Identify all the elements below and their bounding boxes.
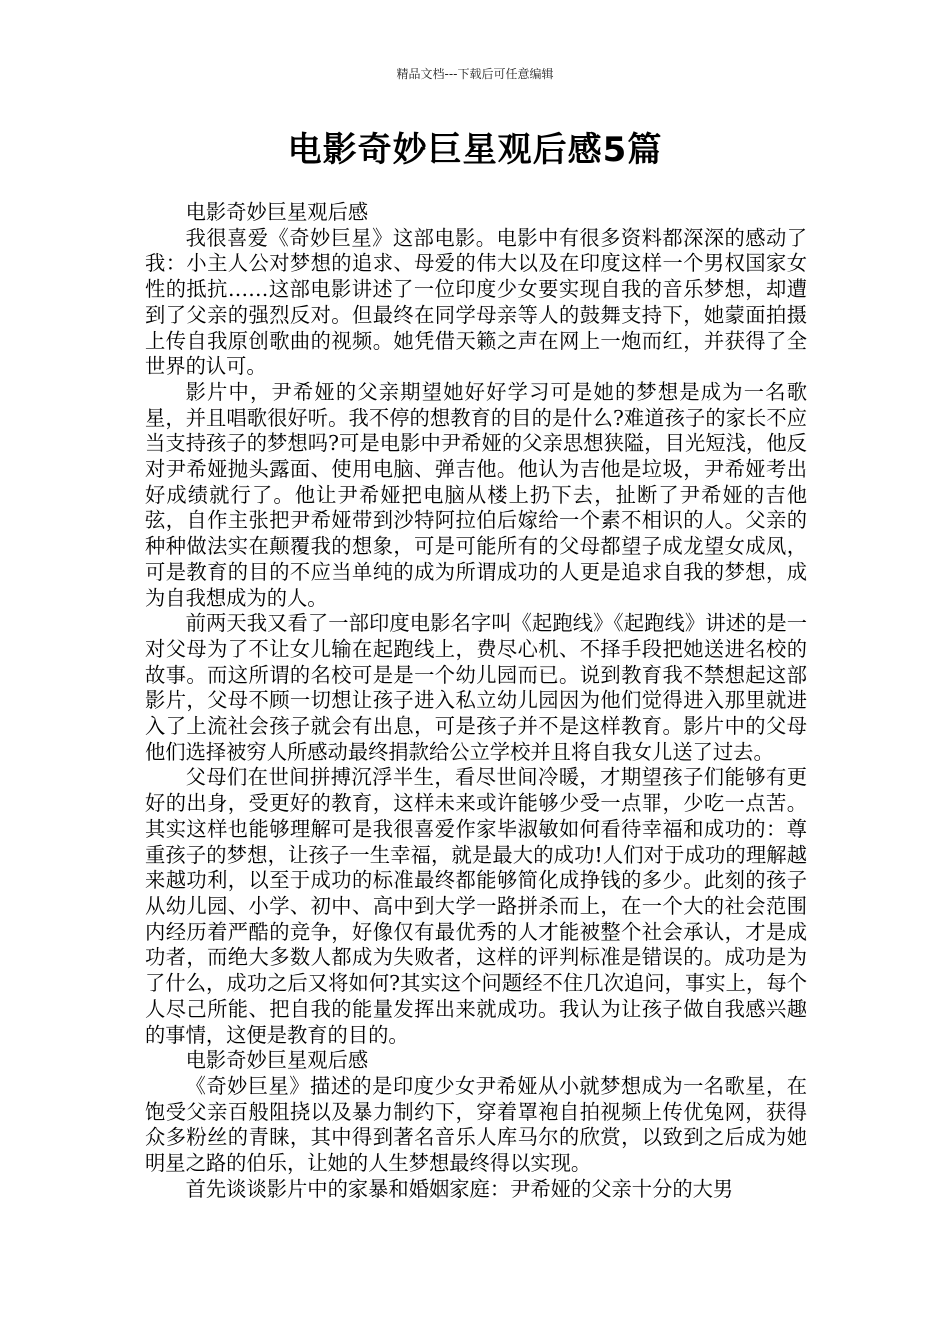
section-heading: 电影奇妙巨星观后感 [185,200,369,224]
paragraph: 父母们在世间拼搏沉浮半生，看尽世间冷暖，才期望孩子们能够有更好的出身，受更好的教育，这样未来或许能够少受一点罪，少吃一点苦。其实这样也能够理解可是我很喜爱作家毕淑敏如何看待幸福和成功的：尊重孩子的梦想，让孩子一生幸福，就是最大的成功!人们对于成功的理解越来越功利，以至于成功的标准最终都能够简化成挣钱的多少。此刻的孩子从幼儿园、小学、初中、高中到大学一路拼杀而上，在一个大的社会范围内经历着严酷的竞争，好像仅有最优秀的人才能被整个社会承认，才是成功者，而绝大多数人都成为失败者，这样的评判标准是错误的。成功是为了什么，成功之后又将如何?其实这个问题经不住几次追问，事实上，每个人尽己所能、把自我的能量发挥出来就成功。我认为让孩子做自我感兴趣的事情，这便是教育的目的。 [145,765,807,1047]
paragraph: 《奇妙巨星》描述的是印度少女尹希娅从小就梦想成为一名歌星，在饱受父亲百般阻挠以及暴力制约下，穿着罩袍自拍视频上传优兔网，获得众多粉丝的青睐，其中得到著名音乐人库马尔的欣赏，以致到之后成为她明星之路的伯乐，让她的人生梦想最终得以实现。 [145,1073,807,1176]
document-body [145,200,807,1202]
paragraph: 我很喜爱《奇妙巨星》这部电影。电影中有很多资料都深深的感动了我：小主人公对梦想的追求、母爱的伟大以及在印度这样一个男权国家女性的抵抗……这部电影讲述了一位印度少女要实现自我的音乐梦想，却遭到了父亲的强烈反对。但最终在同学母亲等人的鼓舞支持下，她蒙面拍摄上传自我原创歌曲的视频。她凭借天籁之声在网上一炮而红，并获得了全世界的认可。 [145,225,807,379]
document-title: 电影奇妙巨星观后感5篇 [287,130,663,170]
paragraph: 首先谈谈影片中的家暴和婚姻家庭：尹希娅的父亲十分的大男 [185,1176,734,1201]
paragraph: 前两天我又看了一部印度电影名字叫《起跑线》《起跑线》讲述的是一对父母为了不让女儿输在起跑线上，费尽心机、不择手段把她送进名校的故事。而这所谓的名校可是是一个幼儿园而已。说到教育我不禁想起这部影片，父母不顾一切想让孩子进入私立幼儿园因为他们觉得进入那里就进入了上流社会孩子就会有出息，可是孩子并不是这样教育。影片中的父母他们选择被穷人所感动最终捐款给公立学校并且将自我女儿送了过去。 [145,611,807,764]
page-header-note: 精品文档---下载后可任意编辑 [396,67,554,81]
paragraph: 影片中，尹希娅的父亲期望她好好学习可是她的梦想是成为一名歌星，并且唱歌很好听。我不停的想教育的目的是什么?难道孩子的家长不应当支持孩子的梦想吗?可是电影中尹希娅的父亲思想狭隘，目光短浅，他反对尹希娅抛头露面、使用电脑、弹吉他。他认为吉他是垃圾，尹希娅考出好成绩就行了。他让尹希娅把电脑从楼上扔下去，扯断了尹希娅的吉他弦，自作主张把尹希娅带到沙特阿拉伯后嫁给一个素不相识的人。父亲的种种做法实在颠覆我的想象，可是可能所有的父母都望子成龙望女成凤，可是教育的目的不应当单纯的成为所谓成功的人更是追求自我的梦想，成为自我想成为的人。 [145,379,807,610]
section-heading: 电影奇妙巨星观后感 [185,1048,369,1073]
